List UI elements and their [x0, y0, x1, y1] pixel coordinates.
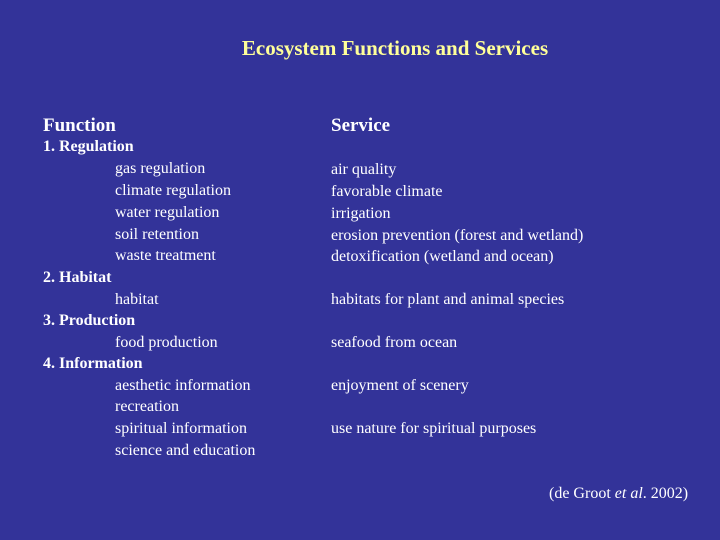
function-category: 4. Information: [43, 355, 143, 372]
function-item: climate regulation: [115, 182, 231, 199]
function-item: recreation: [115, 398, 179, 415]
service-item: irrigation: [331, 205, 391, 222]
citation: [549, 485, 688, 503]
function-item: water regulation: [115, 204, 220, 221]
function-column-header: Function: [43, 115, 116, 136]
function-category: 3. Production: [43, 312, 136, 329]
service-item: air quality: [331, 161, 397, 178]
function-item: waste treatment: [115, 247, 216, 264]
service-item: erosion prevention (forest and wetland): [331, 227, 584, 244]
function-item: food production: [115, 334, 218, 351]
citation-author: (de Groot: [549, 485, 615, 502]
function-category: 1. Regulation: [43, 138, 134, 155]
service-item: use nature for spiritual purposes: [331, 420, 537, 437]
function-item: soil retention: [115, 226, 199, 243]
citation-et-al: et al: [614, 485, 643, 502]
function-item: science and education: [115, 442, 256, 459]
service-item: habitats for plant and animal species: [331, 291, 565, 308]
slide-title: Ecosystem Functions and Services: [241, 36, 549, 60]
service-item: favorable climate: [331, 183, 443, 200]
citation-year: . 2002): [642, 485, 689, 502]
function-item: aesthetic information: [115, 377, 251, 394]
service-item: detoxification (wetland and ocean): [331, 248, 554, 265]
function-item: spiritual information: [115, 420, 247, 437]
function-item: gas regulation: [115, 160, 206, 177]
function-item: habitat: [115, 291, 159, 308]
service-item: seafood from ocean: [331, 334, 458, 351]
service-column-header: Service: [331, 115, 391, 136]
service-item: enjoyment of scenery: [331, 377, 469, 394]
function-category: 2. Habitat: [43, 269, 112, 286]
